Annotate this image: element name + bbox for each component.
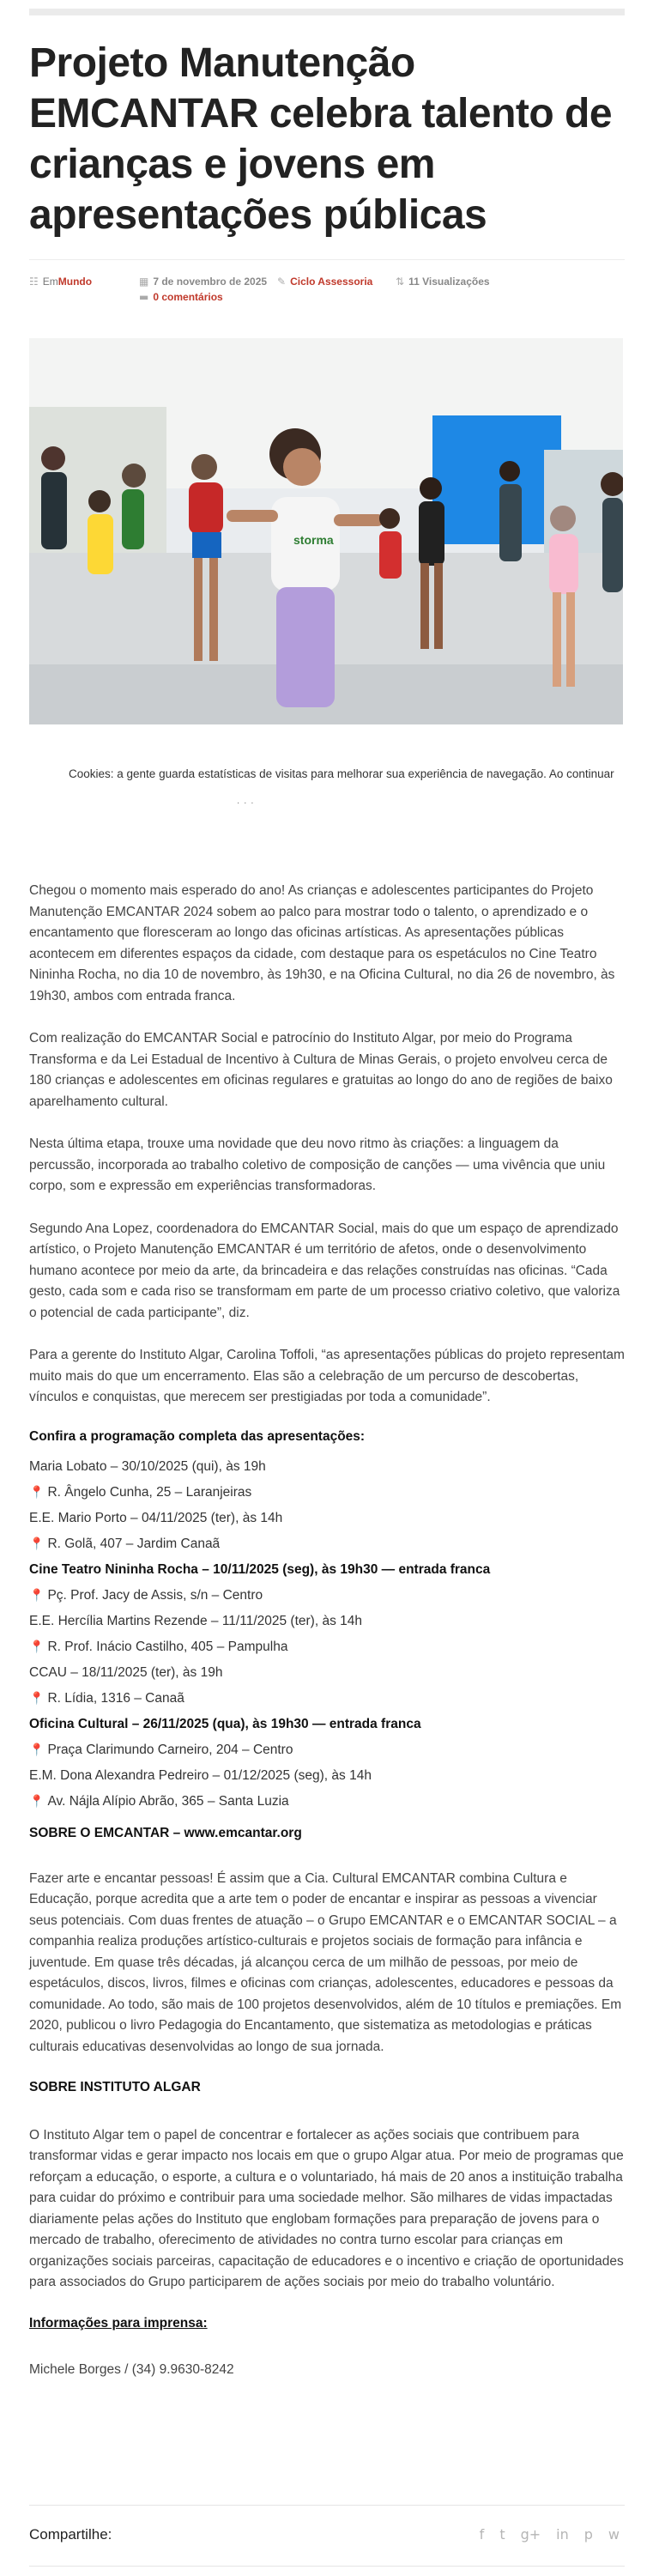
schedule-text: CCAU – 18/11/2025 (ter), às 19h xyxy=(29,1665,223,1680)
category-link[interactable]: Mundo xyxy=(57,276,93,288)
schedule-address xyxy=(29,1583,625,1609)
article-title: Projeto Manutenção EMCANTAR celebra talento de crianças e jovens em apresentações públicas xyxy=(29,40,613,238)
schedule-address xyxy=(29,1480,625,1506)
schedule-text: R. Ângelo Cunha, 25 – Laranjeiras xyxy=(47,1485,252,1500)
schedule-text: Av. Nájla Alípio Abrão, 365 – Santa Luzia xyxy=(47,1794,289,1809)
share-label: Compartilhe: xyxy=(29,2526,112,2543)
article-header xyxy=(29,38,625,327)
schedule-event xyxy=(29,1660,625,1686)
author-link[interactable]: Ciclo Assessoria xyxy=(290,276,373,288)
comment-icon: ▬ xyxy=(139,291,149,303)
schedule-list xyxy=(29,1454,625,1815)
press-heading: Informações para imprensa: xyxy=(29,2315,208,2331)
paragraph-coordinator-quote: Segundo Ana Lopez, coordenadora do EMCANTAR Social, mais do que um espaço de aprendizado artístico, o Projeto Manutenção EMCANTAR é um território de afetos, onde o desenvolvimento humano acontece por meio da arte, da brincadeira e das relações construídas nas oficinas. “Cada gesto, cada som e cada riso se transformam em parte de um processo criativo coletivo, que valoriza o potencial de cada participante”, diz. xyxy=(29,1221,620,1320)
paragraph-intro: Chegou o momento mais esperado do ano! As crianças e adolescentes participantes do Projeto Manutenção EMCANTAR 2024 sobem ao palco para mostrar todo o talento, o aprendizado e o encantamento que floresceram ao longo das oficinas artísticas. As apresentações públicas acontecem em diferentes espaços da cidade, com destaque para os espetáculos no Cine Teatro Nininha Rocha, no dia 10 de novembro, às 19h30, e na Oficina Cultural, no dia 26 de novembro, às 19h30, ambos com entrada franca. xyxy=(29,883,615,1003)
schedule-text: Maria Lobato – 30/10/2025 (qui), às 19h xyxy=(29,1459,266,1474)
schedule-address xyxy=(29,1789,625,1815)
article-meta xyxy=(29,259,625,327)
about-algar-heading: SOBRE INSTITUTO ALGAR xyxy=(29,2080,201,2094)
meta-views xyxy=(396,276,490,288)
category-prefix: Em xyxy=(42,276,58,288)
google-plus-icon[interactable]: g+ xyxy=(520,2526,541,2543)
press-contact: Michele Borges / (34) 9.9630-8242 xyxy=(29,2362,234,2377)
meta-author xyxy=(277,276,372,288)
article-featured-image xyxy=(29,338,623,724)
meta-date xyxy=(139,276,267,288)
pinterest-icon[interactable]: p xyxy=(583,2526,593,2543)
schedule-text: E.E. Mario Porto – 04/11/2025 (ter), às 14h xyxy=(29,1511,283,1525)
schedule-address xyxy=(29,1686,625,1712)
schedule-address xyxy=(29,1531,625,1557)
schedule-event xyxy=(29,1712,625,1737)
schedule-address xyxy=(29,1737,625,1763)
paragraph-sponsorship: Com realização do EMCANTAR Social e patrocínio do Instituto Algar, por meio do Programa Transforma e da Lei Estadual de Incentivo à Cultura de Minas Gerais, o projeto envolveu cerca de 180 crianças e adolescentes em oficinas regulares e gratuitas ao longo do ano de regiões de baixo aparelhamento cultural. xyxy=(29,1031,613,1109)
about-emcantar-heading: SOBRE O EMCANTAR – www.emcantar.org xyxy=(29,1826,302,1840)
cookie-notice: Cookies: a gente guarda estatísticas de visitas para melhorar sua experiência de navegação. Ao continuar xyxy=(69,767,614,780)
meta-category xyxy=(29,276,92,288)
about-algar-text: O Instituto Algar tem o papel de concentrar e fortalecer as ações sociais que contribuem para transformar vidas e gerar impacto nos locais em que o grupo Algar atua. Por meio de programas que reforçam a educação, o esporte, a cultura e o voluntariado, há mais de 20 anos a instituição trabalha para cuidar do próximo e contribuir para uma sociedade melhor. São milhares de vidas impactadas diariamente pelas ações do Instituto que englobam formações para preparação de jovens para o mercado de trabalho, oferecimento de atividades no contra turno escolar para crianças em organizações sociais parceiras, capacitação de educadores e o incentivo e criação de oportunidades para associados do Grupo participarem de ações sociais por meio do trabalho voluntário. xyxy=(29,2127,624,2289)
map-pin-icon: 📍 xyxy=(29,1589,45,1603)
schedule-event xyxy=(29,1609,625,1634)
paragraph-manager-quote: Para a gerente do Instituto Algar, Carolina Toffoli, “as apresentações públicas do projeto representam muito mais do que um encerramento. Elas são a celebração de um percurso de descobertas, vínculos e conquistas, que merecem ser prestigiadas por toda a comunidade”. xyxy=(29,1348,625,1404)
schedule-event xyxy=(29,1506,625,1531)
schedule-event xyxy=(29,1557,625,1583)
schedule-address xyxy=(29,1634,625,1660)
schedule-text: Oficina Cultural – 26/11/2025 (qua), às 19h30 — entrada franca xyxy=(29,1717,421,1731)
map-pin-icon: 📍 xyxy=(29,1486,45,1500)
map-pin-icon: 📍 xyxy=(29,1743,45,1757)
cookie-dots: · · · xyxy=(237,798,255,808)
comments-link[interactable]: 0 comentários xyxy=(153,291,223,303)
schedule-event xyxy=(29,1454,625,1480)
about-emcantar-text: Fazer arte e encantar pessoas! É assim que a Cia. Cultural EMCANTAR combina Cultura e Educação, porque acredita que a arte tem o poder de encantar e inspirar as pessoas a vivenciar seus potenciais. Com duas frentes de atuação – o Grupo EMCANTAR e o EMCANTAR SOCIAL – a companhia realiza produções artístico-culturais e projetos sociais de formação para infância e juventude. Em quase três décadas, já alcançou cerca de um milhão de pessoas, por meio de espetáculos, discos, livros, filmes e oficinas com crianças, adolescentes, educadores e pessoas da comunidade. Ao todo, são mais de 100 projetos desenvolvidos, além de 10 títulos e premiações. Em 2020, publicou o livro Pedagogia do Encantamento, que sistematiza as metodologias e práticas culturais educativas desenvolvidas ao longo de sua jornada. xyxy=(29,1870,622,2054)
top-divider-bar xyxy=(29,9,625,15)
schedule-text: E.M. Dona Alexandra Pedreiro – 01/12/2025 (seg), às 14h xyxy=(29,1768,372,1783)
facebook-icon[interactable]: f xyxy=(479,2526,485,2543)
map-pin-icon: 📍 xyxy=(29,1795,45,1809)
schedule-event xyxy=(29,1763,625,1789)
linkedin-icon[interactable]: in xyxy=(556,2526,569,2543)
schedule-heading: Confira a programação completa das apresentações: xyxy=(29,1428,366,1444)
views-icon: ⇅ xyxy=(396,276,405,288)
map-pin-icon: 📍 xyxy=(29,1537,45,1551)
schedule-text: Praça Clarimundo Carneiro, 204 – Centro xyxy=(47,1743,293,1757)
schedule-text: R. Lídia, 1316 – Canaã xyxy=(47,1691,184,1706)
view-count: 11 Visualizações xyxy=(408,276,490,288)
post-date: 7 de novembro de 2025 xyxy=(153,276,268,288)
schedule-text: Cine Teatro Nininha Rocha – 10/11/2025 (seg), às 19h30 — entrada franca xyxy=(29,1562,491,1577)
svg-text:storma: storma xyxy=(293,533,334,547)
map-pin-icon: 📍 xyxy=(29,1692,45,1706)
dance-class-photo xyxy=(29,338,623,724)
schedule-text: R. Golã, 407 – Jardim Canaã xyxy=(47,1537,221,1551)
article-body xyxy=(29,881,625,2381)
twitter-icon[interactable]: t xyxy=(499,2526,505,2543)
paragraph-novelty: Nesta última etapa, trouxe uma novidade que deu novo ritmo às criações: a linguagem da percussão, incorporada ao trabalho coletivo de composição de canções — uma vivência que uniu corpo, som e expressão em experiências transformadoras. xyxy=(29,1136,606,1193)
share-icons xyxy=(480,2526,620,2543)
schedule-text: Pç. Prof. Jacy de Assis, s/n – Centro xyxy=(47,1588,263,1603)
map-pin-icon: 📍 xyxy=(29,1640,45,1654)
category-icon: ☷ xyxy=(29,276,39,288)
schedule-text: R. Prof. Inácio Castilho, 405 – Pampulha xyxy=(47,1640,288,1654)
meta-comments xyxy=(139,291,223,303)
calendar-icon: ▦ xyxy=(139,276,149,288)
schedule-text: E.E. Hercília Martins Rezende – 11/11/2025 (ter), às 14h xyxy=(29,1614,362,1628)
share-bar xyxy=(29,2505,625,2567)
whatsapp-icon[interactable]: w xyxy=(608,2526,620,2543)
pencil-icon: ✎ xyxy=(277,276,287,288)
